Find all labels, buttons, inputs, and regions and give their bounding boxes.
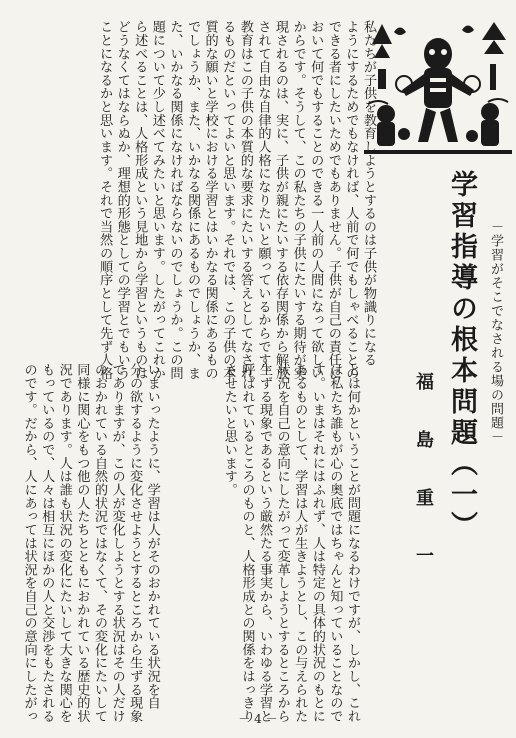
article-title: 学習指導の根本問題（一） <box>446 170 477 542</box>
illustration-side-figures <box>364 103 512 154</box>
woodcut-illustration <box>364 14 512 154</box>
body-text-upper: 私たちが子供を教育しようとするのは子供が物識りになる ようにするためでもなければ、人前で何でもしゃべることの できる者にしたいためでもありません。子供が自己の責任に おいて何でもすることのできる一人前の人間になって欲しい からです。そうして、この私たちの子供にたいする期待が実 現されるのは、実に、子供が親にたいする依存関係から解放 されて自由な自律的人格になりたいと願っているからです。 教育はこの子供の本質的な要求にたいする答えとしてなされ るものだといってよいと思います。それでは、この子供の本 質的な願いと学校における学習とはいかなる関係にあるもの でしょうか、また、いかなる関係にあるものでしょうか、ま た、いかなる関係になければならないのでしょうか。この問 題について少し述べてみたいと思います。したがってこれか ら述べることは、人格形成という見地から学習というものは どうなくてはならぬか、理想的形態としての学習とでもいう ことになるかと思います。それで当然の順序として先ず人格 <box>97 20 376 380</box>
article-author: 福島重一 <box>413 372 434 604</box>
illustration-central-figure <box>402 38 474 142</box>
body-text-lower-left: いまいったように、学習は人がそのおかれている状況を自 分の欲するように変化させようとするところから生ずる現象 でありますが、この人が変化しようとする状況はその人だけ のおかれている自然的状況ではなくて、その変化にたいして 同様に関心をもつ他の人たちとともにおかれている歴史的状 況であります。人は誰も状況の変化にたいして大きな関心を もっているので、人々は相互にほかの人と交渉をもたされる のです。だから、人にあっては状況を自己の意向にしたがっ <box>21 363 160 723</box>
article-subtitle: －学習がそこでなされる場の問題－ <box>488 220 503 444</box>
page-number: － 4 － <box>238 712 278 726</box>
body-text-lower-right: とは何かということが問題になるわけですが、しかし、これ は私たち誰もが心の奥底ではちゃんと知っていることなので す。いまはそれにはふれず、人は特定の具体的状況のもとに あるものとして、学習は人が生きようとし、この与えられた 状況を自己の意向にしたがって変革しようとするところから 生ずる現象であるという厳然たる事実から、いわゆる学習と 呼ばれているところのものと、人格形成との関係をはっきり させたいと思います。 <box>221 363 360 723</box>
